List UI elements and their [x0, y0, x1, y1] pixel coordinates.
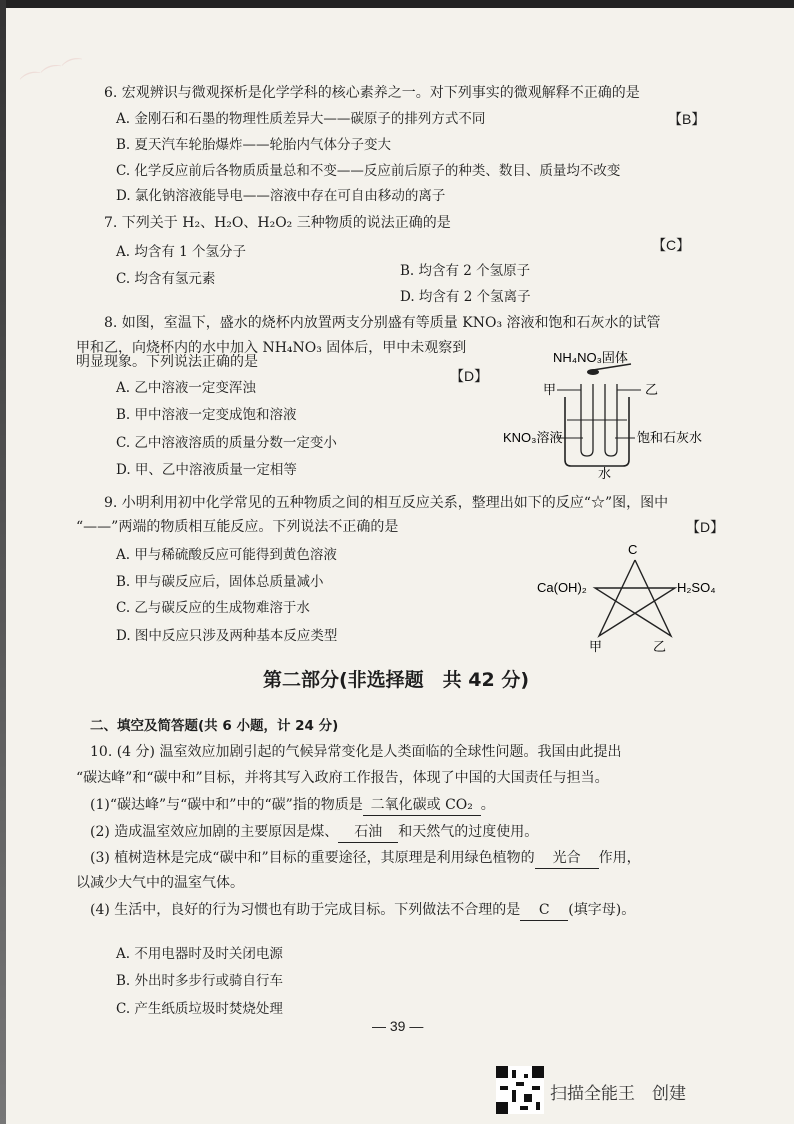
spoon-solid — [587, 369, 599, 375]
fig8-top-label: NH₄NO₃固体 — [553, 350, 628, 365]
fig8-jia-label: 甲 — [543, 382, 557, 397]
scan-edge-left — [0, 0, 6, 1124]
star-right-h2so4: H₂SO₄ — [677, 580, 716, 595]
beaker — [565, 397, 629, 466]
q10-part3-cont: 以减少大气中的温室气体。 — [76, 875, 244, 891]
q10-p4-end: (填字母)。 — [568, 902, 636, 918]
q7-option-d: D. 均含有 2 个氢离子 — [400, 289, 531, 305]
qr-code-icon — [496, 1066, 544, 1114]
q6-option-d: D. 氯化钠溶液能导电——溶液中存在可自由移动的离子 — [116, 188, 446, 204]
q10-p4-answer: C — [520, 900, 568, 921]
q9-option-c: C. 乙与碳反应的生成物难溶于水 — [116, 600, 310, 616]
q10-option-b: B. 外出时多步行或骑自行车 — [116, 973, 284, 989]
q10-p1-end: 。 — [480, 797, 495, 813]
q10-p2-answer: 石油 — [338, 822, 398, 843]
star-left-caoh2: Ca(OH)₂ — [537, 580, 587, 595]
star-bottom-right-yi: 乙 — [653, 639, 667, 654]
q9-option-d: D. 图中反应只涉及两种基本反应类型 — [116, 628, 338, 644]
q10-p2-end: 和天然气的过度使用。 — [398, 824, 539, 840]
section-2-title: 第二部分(非选择题 共 42 分) — [263, 669, 530, 691]
q10-p1-text: (1)“碳达峰”与“碳中和”中的“碳”指的物质是 — [90, 797, 363, 813]
q8-option-c: C. 乙中溶液溶质的质量分数一定变小 — [116, 435, 337, 451]
q8-beaker-figure — [495, 342, 725, 482]
section-2-subtitle: 二、填空及简答题(共 6 小题，计 24 分) — [90, 718, 339, 734]
q6-answer: 【B】 — [668, 111, 706, 127]
q6-option-a: A. 金刚石和石墨的物理性质差异大——碳原子的排列方式不同 — [116, 111, 486, 127]
q10-p3-answer: 光合 — [535, 848, 599, 869]
q6-stem: 6. 宏观辨识与微观探析是化学学科的核心素养之一。对下列事实的微观解释不正确的是 — [104, 85, 640, 101]
fig8-left-label: KNO₃溶液 — [503, 430, 563, 445]
fig8-bottom-label: 水 — [598, 466, 612, 481]
q7-answer: 【C】 — [652, 237, 691, 253]
q7-option-c: C. 均含有氢元素 — [116, 271, 216, 287]
q9-option-b: B. 甲与碳反应后，固体总质量减小 — [116, 574, 324, 590]
q10-stem-line2: “碳达峰”和“碳中和”目标，并将其写入政府工作报告，体现了中国的大国责任与担当。 — [76, 770, 609, 786]
q8-option-a: A. 乙中溶液一定变浑浊 — [116, 380, 256, 396]
q8-option-b: B. 甲中溶液一定变成饱和溶液 — [116, 407, 297, 423]
q9-option-a: A. 甲与稀硫酸反应可能得到黄色溶液 — [116, 547, 337, 563]
q6-option-b: B. 夏天汽车轮胎爆炸——轮胎内气体分子变大 — [116, 137, 392, 153]
q9-star-figure — [535, 540, 735, 655]
q10-p3-end: 作用， — [598, 850, 641, 866]
scan-edge-top — [0, 0, 794, 8]
q7-stem: 7. 下列关于 H₂、H₂O、H₂O₂ 三种物质的说法正确的是 — [104, 215, 451, 231]
q10-option-c: C. 产生纸质垃圾时焚烧处理 — [116, 1001, 283, 1017]
q9-stem-line2: “——”两端的物质相互能反应。下列说法不正确的是 — [76, 519, 399, 535]
q10-part3 — [90, 848, 641, 869]
q10-p4-text: (4) 生活中，良好的行为习惯也有助于完成目标。下列做法不合理的是 — [90, 902, 521, 918]
q10-part1 — [90, 795, 495, 816]
fig8-yi-label: 乙 — [645, 382, 659, 397]
q10-stem-line1: 10. (4 分) 温室效应加剧引起的气候异常变化是人类面临的全球性问题。我国由此提出 — [90, 744, 622, 760]
q8-option-d: D. 甲、乙中溶液质量一定相等 — [116, 462, 297, 478]
q10-p1-answer: 二氧化碳或 CO₂ — [363, 795, 481, 816]
q10-part4 — [90, 900, 635, 921]
q7-option-b: B. 均含有 2 个氢原子 — [400, 263, 531, 279]
q8-answer: 【D】 — [450, 368, 489, 384]
q8-stem-line3: 明显现象。下列说法正确的是 — [76, 354, 258, 370]
q10-p2-text: (2) 造成温室效应加剧的主要原因是煤、 — [90, 824, 339, 840]
star-lines — [595, 560, 675, 636]
q10-p3-text: (3) 植树造林是完成“碳中和”目标的重要途径，其原理是利用绿色植物的 — [90, 850, 535, 866]
q8-stem-line2: 甲和乙，向烧杯内的水中加入 NH₄NO₃ 固体后，甲中未观察到 — [76, 340, 467, 356]
faint-stamp: ⌒⌒⌒ — [18, 55, 89, 100]
fig8-right-label: 饱和石灰水 — [637, 430, 703, 445]
q8-stem-line1: 8. 如图，室温下，盛水的烧杯内放置两支分别盛有等质量 KNO₃ 溶液和饱和石灰水的试管 — [104, 315, 661, 331]
q7-option-a: A. 均含有 1 个氢分子 — [116, 244, 247, 260]
star-top-c: C — [628, 542, 638, 557]
q10-option-a: A. 不用电器时及时关闭电源 — [116, 946, 283, 962]
q9-stem-line1: 9. 小明利用初中化学常见的五种物质之间的相互反应关系，整理出如下的反应“☆”图，图中 — [104, 495, 669, 511]
page-number: — 39 — — [372, 1018, 424, 1034]
q6-option-c: C. 化学反应前后各物质质量总和不变——反应前后原子的种类、数目、质量均不改变 — [116, 163, 621, 179]
scanner-watermark: 扫描全能王 创建 — [550, 1084, 686, 1104]
q9-answer: 【D】 — [686, 519, 725, 535]
q10-part2 — [90, 822, 538, 843]
star-bottom-left-jia: 甲 — [589, 639, 603, 654]
